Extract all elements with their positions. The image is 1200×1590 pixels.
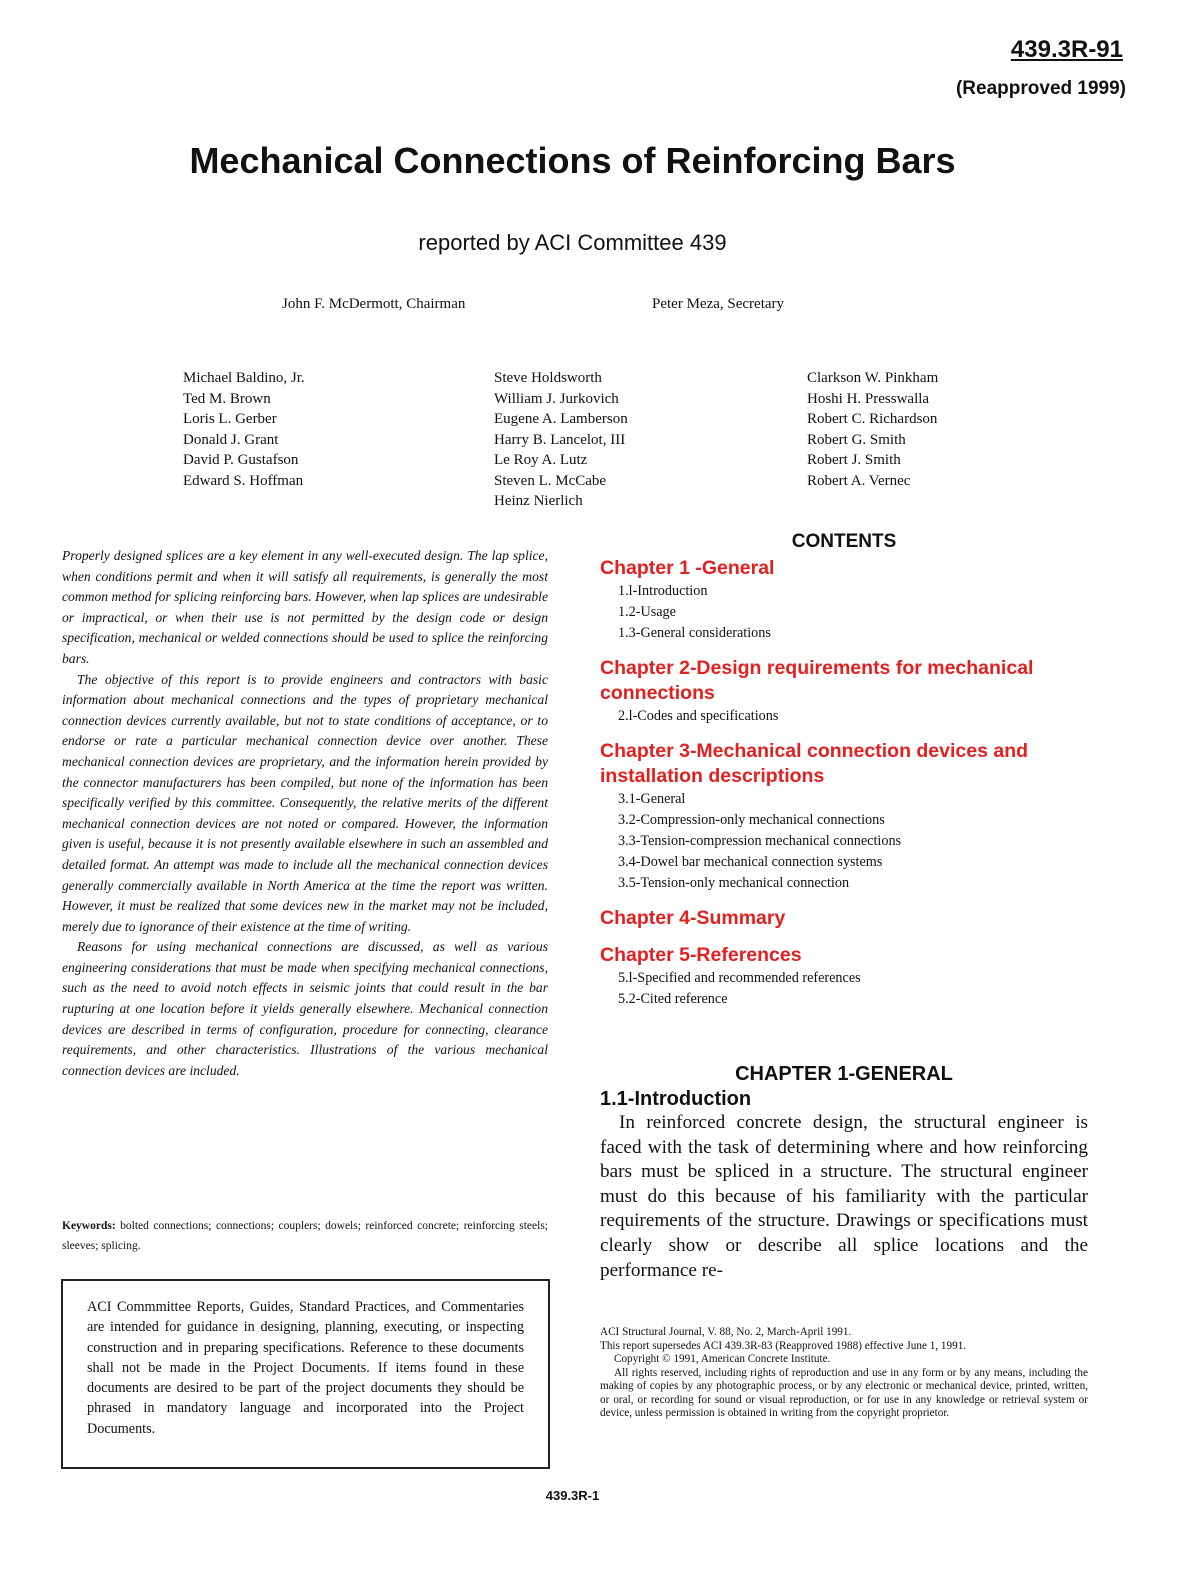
abstract (62, 546, 548, 1081)
member-name: Robert J. Smith (807, 452, 901, 468)
member-name: Michael Baldino, Jr. (183, 370, 305, 386)
member-column-2 (494, 368, 628, 512)
footnote-rights: All rights reserved, including rights of reproduction and use in any form or by any means, including the making of copies by any photographic process, or by any electronic or mechanical device, printed, written, or oral, or recording for sound or visual reproduction, or for use in any knowledge or retrieval system or device, unless permission is obtained in writing from the copyright proprietor. (600, 1366, 1088, 1419)
contents-heading: CONTENTS (791, 531, 897, 552)
reapproved-note: (Reapproved 1999) (955, 78, 1126, 99)
member-name: Harry B. Lancelot, III (494, 431, 626, 448)
toc-section: 5.2-Cited reference (618, 991, 728, 1007)
member-name: Clarkson W. Pinkham (807, 370, 939, 386)
toc-section: 2.l-Codes and specifications (618, 708, 779, 724)
toc-section: 3.4-Dowel bar mechanical connection systems (618, 854, 883, 870)
member-name: Edward S. Hoffman (183, 472, 304, 489)
member-name: Eugene A. Lamberson (494, 411, 628, 427)
publication-footnote (600, 1326, 1088, 1421)
aci-notice-box (61, 1279, 550, 1469)
toc-chapter-1: Chapter 1 -General (600, 557, 775, 579)
toc-section: 3.3-Tension-compression mechanical connections (618, 833, 902, 849)
member-column-1 (183, 368, 305, 491)
footnote-journal: ACI Structural Journal, V. 88, No. 2, March-April 1991. (600, 1326, 852, 1338)
member-name: Donald J. Grant (183, 431, 279, 448)
toc-section: 1.2-Usage (618, 604, 676, 620)
footnote-copyright: Copyright © 1991, American Concrete Institute. (614, 1353, 831, 1365)
member-name: Heinz Nierlich (494, 493, 583, 509)
page-number: 439.3R-1 (545, 1488, 600, 1503)
toc-section: 3.2-Compression-only mechanical connections (618, 812, 885, 828)
chapter-1-heading: CHAPTER 1-GENERAL (735, 1063, 953, 1085)
member-name: Steve Holdsworth (494, 370, 602, 386)
member-name: Hoshi H. Presswalla (807, 390, 930, 407)
toc-section: 1.l-Introduction (618, 583, 708, 599)
document-title: Mechanical Connections of Reinforcing Bars (189, 140, 956, 181)
member-name: Robert A. Vernec (807, 472, 911, 489)
keywords-text: bolted connections; connections; couplers; dowels; reinforced concrete; reinforcing steels; sleeves; splicing. (62, 1220, 548, 1252)
secretary: Peter Meza, Secretary (652, 296, 785, 312)
table-of-contents (600, 556, 1088, 1010)
footnote-supersedes: This report supersedes ACI 439.3R-83 (Reapproved 1988) effective June 1, 1991. (600, 1339, 967, 1352)
member-name: David P. Gustafson (183, 452, 299, 468)
keywords-label: Keywords: (62, 1220, 116, 1232)
introduction-text: In reinforced concrete design, the structural engineer is faced with the task of determining where and how reinforcing bars must be spliced in a structure. The structural engineer must do this because of his familiarity with the particular requirements of the structure. Drawings or specifications must clearly show or describe all splice locations and the performance re- (600, 1112, 1088, 1281)
toc-section: 1.3-General considerations (618, 625, 771, 641)
member-name: Le Roy A. Lutz (494, 452, 588, 468)
committee-subtitle: reported by ACI Committee 439 (418, 230, 727, 255)
member-column-3 (807, 368, 938, 491)
member-name: Robert G. Smith (807, 431, 906, 448)
toc-section: 3.5-Tension-only mechanical connection (618, 875, 850, 891)
keywords (62, 1216, 548, 1256)
abstract-paragraph: The objective of this report is to provide engineers and contractors with basic information about mechanical connections and the types of proprietary mechanical connection devices currently available, but not to state conditions of acceptance, or to endorse or rate a particular mechanical connection device over another. These mechanical connection devices are proprietary, and the information herein provided by the connector manufacturers has been compiled, but none of the information has been specifically verified by this committee. Consequently, the relative merits of the different mechanical connection devices are not noted or compared. However, the information given is useful, because it is not presently available elsewhere in such an assembled and detailed format. An attempt was made to include all the mechanical connection devices generally commercially available in North America at the time the report was written. However, it must be realized that some devices new in the market may not be included, merely due to ignorance of their existence at the time of writing. (62, 671, 548, 934)
member-name: Loris L. Gerber (183, 411, 277, 427)
document-id: 439.3R-91 (1010, 36, 1123, 63)
chairman: John F. McDermott, Chairman (282, 296, 466, 312)
toc-chapter-5: Chapter 5-References (600, 944, 802, 966)
toc-chapter-4: Chapter 4-Summary (600, 907, 786, 929)
abstract-paragraph: Properly designed splices are a key element in any well-executed design. The lap splice, when conditions permit and when it will satisfy all requirements, is generally the most common method for splicing reinforcing bars. However, when lap splices are undesirable or impractical, or when their use is not permitted by the design code or design specification, mechanical or welded connections should be used to splice the reinforcing bars. (62, 548, 548, 666)
toc-chapter-2: Chapter 2-Design requirements for mechanical connections (600, 657, 1034, 704)
notice-text: ACI Commmittee Reports, Guides, Standard Practices, and Commentaries are intended for guidance in designing, planning, executing, or inspecting construction and in preparing specifications. Reference to these documents shall not be made in the Project Documents. If items found in these documents are desired to be part of the project documents they should be phrased in mandatory language and incorporated into the Project Documents. (87, 1299, 524, 1437)
member-name: Robert C. Richardson (807, 411, 938, 427)
member-name: William J. Jurkovich (494, 390, 619, 407)
toc-section: 3.1-General (618, 791, 686, 807)
member-name: Ted M. Brown (183, 390, 271, 407)
abstract-paragraph: Reasons for using mechanical connections are discussed, as well as various engineering considerations that must be made when specifying mechanical connections, such as the need to avoid notch effects in seismic joints that could result in the bar rupturing at one location before it yields generally elsewhere. Mechanical connection devices are described in terms of configuration, procedure for connecting, clearance requirements, and other characteristics. Illustrations of the various mechanical connection devices are included. (62, 939, 548, 1078)
section-1-1-heading: 1.1-Introduction (600, 1088, 752, 1110)
member-name: Steven L. McCabe (494, 472, 607, 489)
toc-section: 5.l-Specified and recommended references (618, 970, 861, 986)
toc-chapter-3: Chapter 3-Mechanical connection devices and installation descriptions (600, 740, 1029, 787)
